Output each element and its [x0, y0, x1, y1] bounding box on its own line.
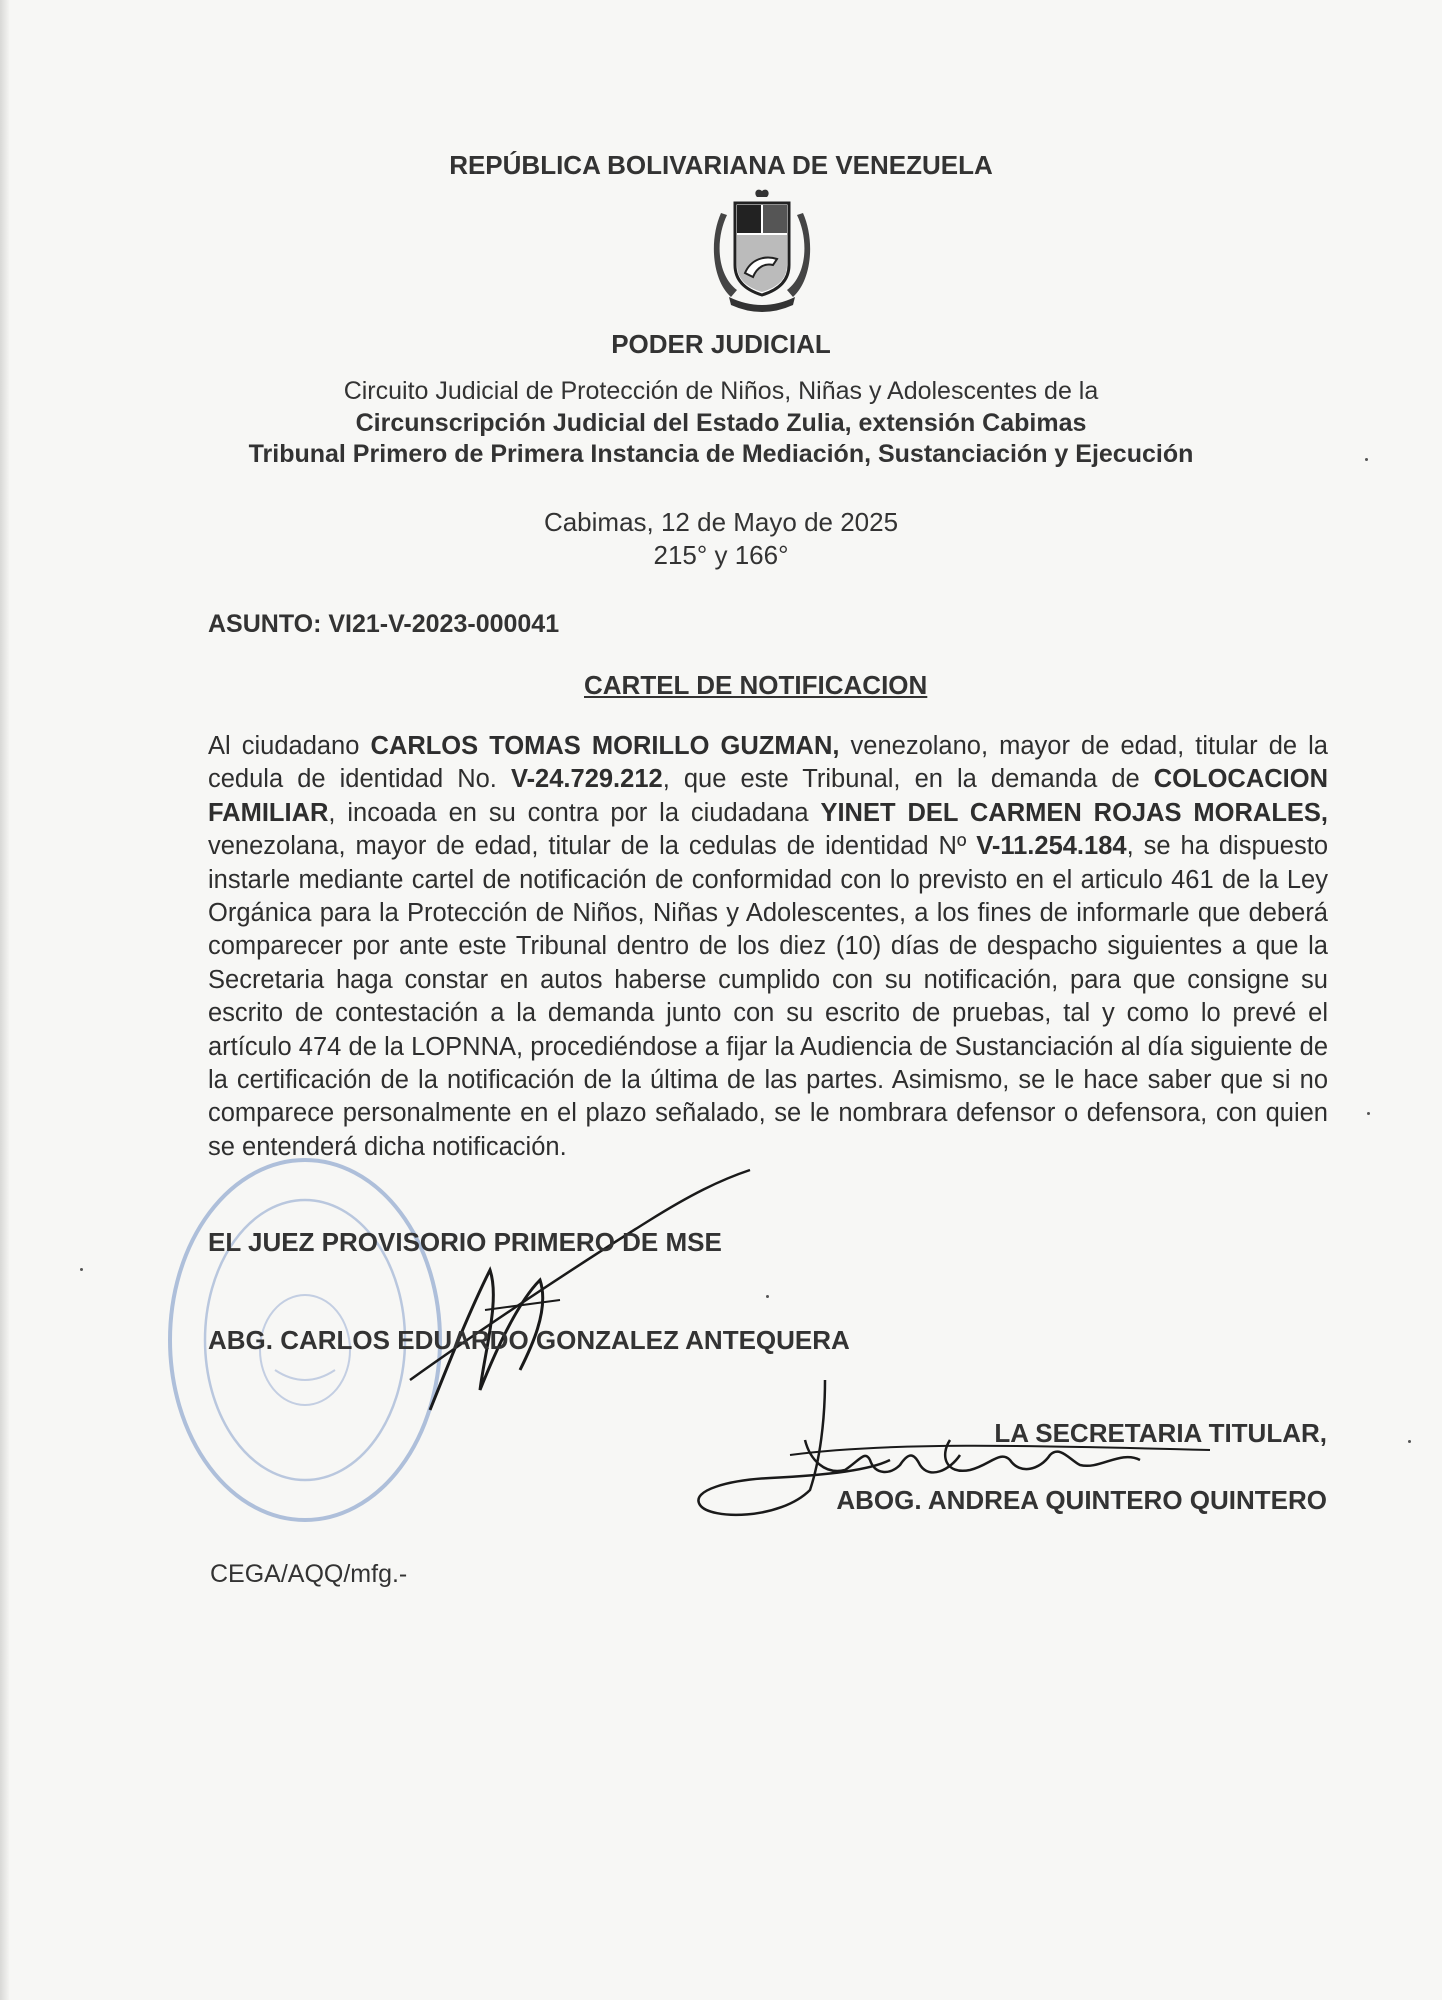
- republica-heading: REPÚBLICA BOLIVARIANA DE VENEZUELA: [449, 150, 993, 180]
- initials-reference: CEGA/AQQ/mfg.-: [210, 1560, 408, 1588]
- case-matter: COLOCACION FAMILIAR: [208, 765, 1328, 827]
- secretary-title: LA SECRETARIA TITULAR,: [994, 1418, 1327, 1448]
- notice-body: [208, 730, 1328, 1164]
- place-date: Cabimas, 12 de Mayo de 2025: [543, 507, 899, 537]
- scan-speck: [766, 1295, 769, 1298]
- poder-judicial-heading: PODER JUDICIAL: [611, 329, 831, 359]
- plaintiff-name: YINET DEL CARMEN ROJAS MORALES,: [820, 798, 1328, 827]
- case-number: ASUNTO: VI21-V-2023-000041: [208, 610, 560, 638]
- judge-name: ABG. CARLOS EDUARDO GONZALEZ ANTEQUERA: [208, 1325, 850, 1355]
- venezuela-coat-of-arms-icon: [707, 185, 817, 315]
- plaintiff-id: V-11.254.184: [976, 832, 1127, 861]
- years-line: 215° y 166°: [653, 540, 789, 570]
- page-scan-edge: [0, 0, 10, 2000]
- body-text-1: Al ciudadano: [208, 732, 371, 760]
- body-text-2: venezolano, mayor de edad, titular de la cedula de identidad No.: [208, 732, 1328, 794]
- defendant-id: V-24.729.212: [510, 765, 663, 794]
- body-text-4: , incoada en su contra por la ciudadana: [328, 798, 821, 827]
- secretary-name: ABOG. ANDREA QUINTERO QUINTERO: [836, 1485, 1327, 1515]
- tribunal-line: Tribunal Primero de Primera Instancia de Mediación, Sustanciación y Ejecución: [248, 440, 1194, 468]
- judge-title: EL JUEZ PROVISORIO PRIMERO DE MSE: [208, 1227, 722, 1257]
- defendant-name: CARLOS TOMAS MORILLO GUZMAN,: [370, 732, 840, 760]
- body-text-3: , que este Tribunal, en la demanda de: [662, 765, 1154, 794]
- scan-speck: [1408, 1440, 1411, 1443]
- body-text-5: venezolana, mayor de edad, titular de la cedulas de identidad Nº: [208, 832, 977, 861]
- scan-speck: [1365, 458, 1368, 461]
- circunscripcion-line: Circunscripción Judicial del Estado Zulia, extensión Cabimas: [355, 409, 1087, 437]
- body-text-6: , se ha dispuesto instarle mediante cartel de notificación de conformidad con lo previsto en el articulo 461 de la Ley Orgánica para la Protección de Niños, Niñas y Adolescentes, a los fines de informarle que deberá comparecer por ante este Tribunal dentro de los diez (10) días de despacho siguientes a que la Secretaria haga constar en autos haberse cumplido con su notificación, para que consigne su escrito de contestación a la demanda junto con su escrito de pruebas, tal y como lo prevé el artículo 474 de la LOPNNA, procediéndose a fijar la Audiencia de Sustanciación al día siguiente de la certificación de la notificación de la última de las partes. Asimismo, se le hace saber que si no comparece personalmente en el plazo señalado, se le nombrara defensor o defensora, con quien se entenderá dicha notificación.: [208, 832, 1329, 1161]
- document-title: CARTEL DE NOTIFICACION: [584, 670, 928, 700]
- circuito-line: Circuito Judicial de Protección de Niños, Niñas y Adolescentes de la: [343, 377, 1099, 405]
- scan-speck: [80, 1268, 83, 1271]
- scan-speck: [1367, 1112, 1370, 1115]
